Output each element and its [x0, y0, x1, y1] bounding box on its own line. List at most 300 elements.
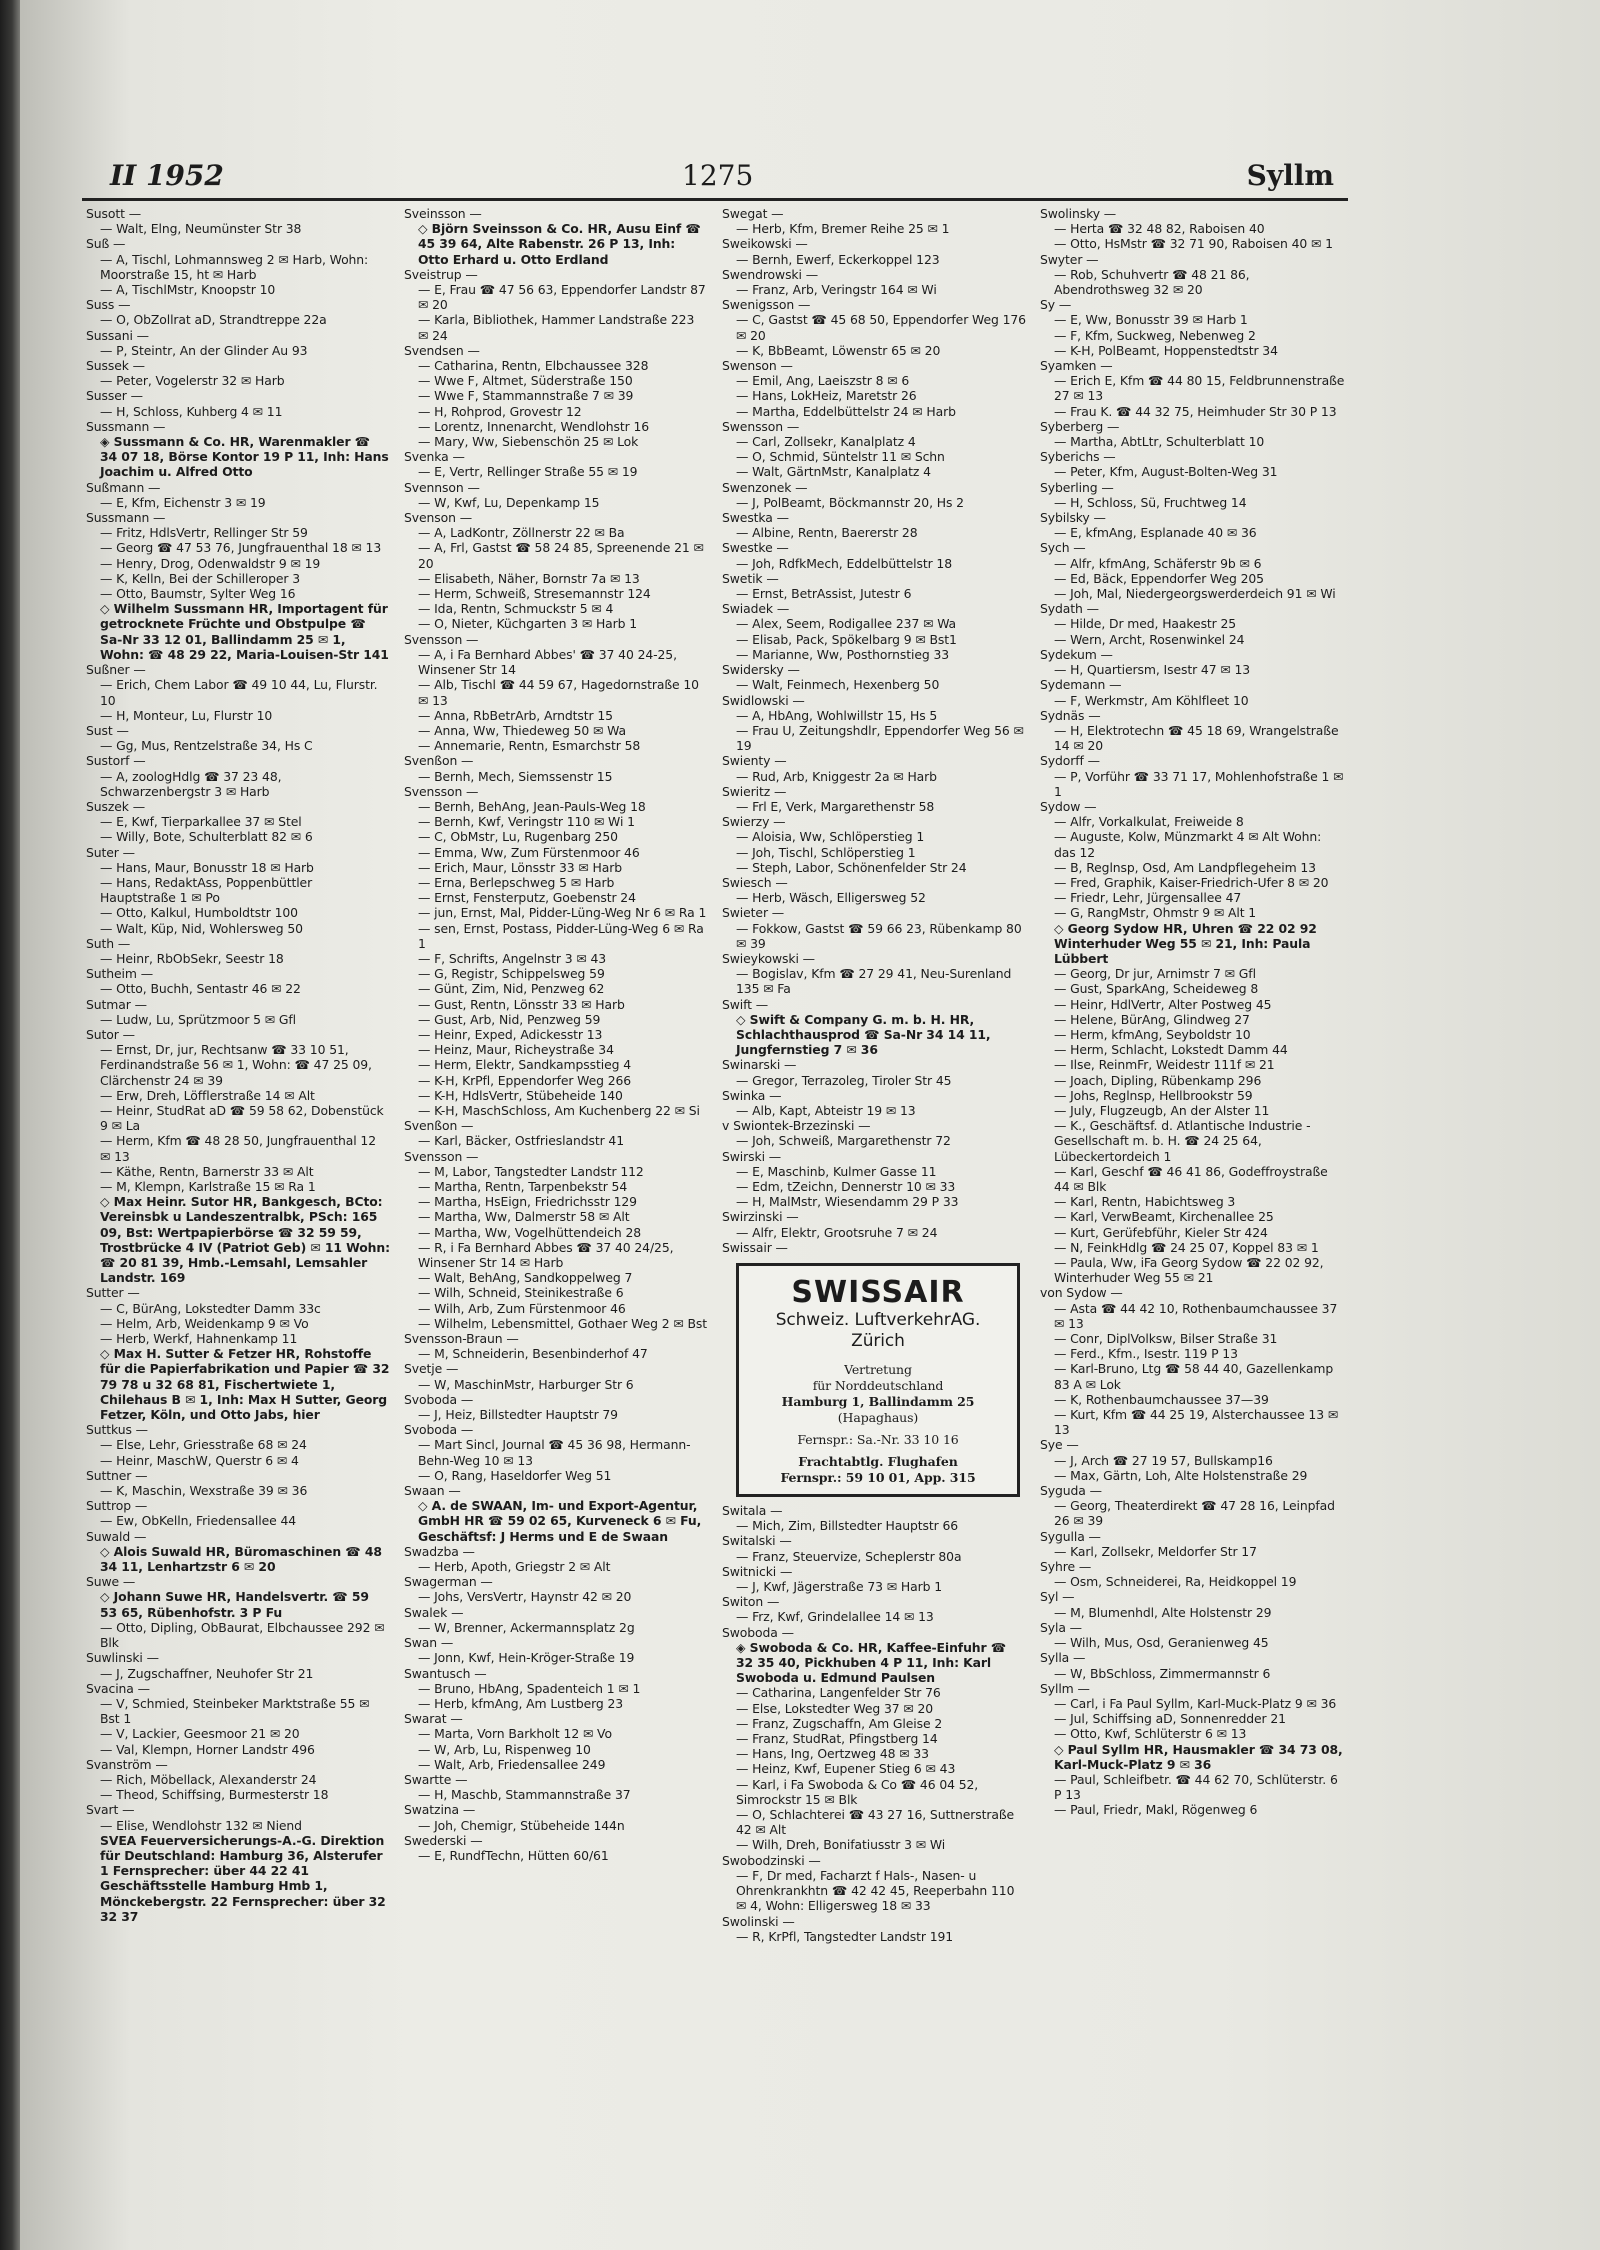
directory-entry: — F, Dr med, Facharzt f Hals-, Nasen- u Ohrenkrankhtn ☎ 42 42 45, Reeperbahn 110 ✉ 4, Wohn: Elligersweg 18 ✉ 33: [736, 1867, 1019, 1914]
directory-entry: Sydnäs —: [1040, 707, 1101, 723]
directory-entry: — Herb, kfmAng, Am Lustberg 23: [418, 1695, 624, 1711]
directory-entry: Sveistrup —: [404, 266, 478, 282]
directory-entry: — Heinr, Exped, Adickesstr 13: [418, 1026, 603, 1042]
directory-entry: — Walt, Küp, Nid, Wohlersweg 50: [100, 920, 303, 936]
directory-entry: Suter —: [86, 844, 135, 860]
directory-entry: — Alb, Tischl ☎ 44 59 67, Hagedornstraße 10 ✉ 13: [418, 677, 703, 708]
directory-entry: — Heinr, MaschW, Querstr 6 ✉ 4: [100, 1452, 299, 1468]
directory-entry: — Karl-Bruno, Ltg ☎ 58 44 40, Gazellenkamp 83 A ✉ Lok: [1054, 1361, 1337, 1392]
directory-entry: Swartte —: [404, 1771, 468, 1787]
directory-entry: — Heinz, Maur, Richeystraße 34: [418, 1042, 614, 1058]
directory-entry: Swensson —: [722, 418, 800, 434]
directory-entry: Suth —: [86, 935, 131, 951]
directory-entry: — Otto, Buchh, Sentastr 46 ✉ 22: [100, 981, 301, 997]
directory-entry: — Ed, Bäck, Eppendorfer Weg 205: [1054, 570, 1264, 586]
directory-entry: Swatzina —: [404, 1802, 476, 1818]
directory-entry: — Gust, Arb, Nid, Penzweg 59: [418, 1011, 601, 1027]
directory-entry: Syberichs —: [1040, 449, 1116, 465]
directory-entry: v Swiontek-Brzezinski —: [722, 1118, 871, 1134]
directory-entry: Suszek —: [86, 798, 146, 814]
directory-entry: Syberling —: [1040, 479, 1114, 495]
directory-entry: — H, Schloss, Kuhberg 4 ✉ 11: [100, 403, 283, 419]
directory-entry: — Else, Lehr, Griesstraße 68 ✉ 24: [100, 1437, 307, 1453]
column-3-bottom-entries: [722, 1503, 1026, 1944]
ad-line: für Norddeutschland: [812, 1378, 944, 1394]
directory-entry: Sydath —: [1040, 601, 1099, 617]
directory-entry: — E, Kfm, Eichenstr 3 ✉ 19: [100, 494, 266, 510]
directory-entry: — W, Kwf, Lu, Depenkamp 15: [418, 494, 600, 510]
directory-entry: ◇ A. de SWAAN, Im- und Export-Agentur, GmbH HR ☎ 59 02 65, Kurveneck 6 ✉ Fu, Geschäftsf: J Herms und E de Swaan: [418, 1498, 706, 1544]
directory-entry: — H, Quartiersm, Isestr 47 ✉ 13: [1054, 662, 1251, 678]
directory-entry: — Walt, Feinmech, Hexenberg 50: [736, 677, 940, 693]
directory-column-3: [722, 206, 1030, 1944]
directory-entry: — Günt, Zim, Nid, Penzweg 62: [418, 981, 605, 997]
directory-entry: — Johs, VersVertr, Haynstr 42 ✉ 20: [418, 1589, 632, 1605]
directory-entry: — Herm, Elektr, Sandkampsstieg 4: [418, 1057, 631, 1073]
ad-subtitle: Schweiz. LuftverkehrAG.: [775, 1310, 981, 1331]
directory-entry: Svensson —: [404, 1148, 479, 1164]
ad-phone: Fernspr.: Sa.-Nr. 33 10 16: [797, 1432, 959, 1448]
directory-entry: Svenka —: [404, 449, 465, 465]
directory-entry: — Fokkow, Gastst ☎ 59 66 23, Rübenkamp 80 ✉ 39: [736, 920, 1026, 951]
directory-entry: — Karl, i Fa Swoboda & Co ☎ 46 04 52, Simrockstr 15 ✉ Blk: [736, 1776, 982, 1807]
directory-entry: — jun, Ernst, Mal, Pidder-Lüng-Weg Nr 6 ✉ Ra 1: [418, 905, 707, 921]
directory-entry: — P, Vorführ ☎ 33 71 17, Mohlenhofstraße 1 ✉ 1: [1054, 768, 1348, 799]
directory-entry: — Marta, Vorn Barkholt 12 ✉ Vo: [418, 1726, 612, 1742]
directory-entry: Svart —: [86, 1802, 135, 1818]
directory-entry: — Erich, Chem Labor ☎ 49 10 44, Lu, Flurstr. 10: [100, 677, 382, 708]
page-number: 1275: [682, 159, 754, 192]
directory-entry: — O, Schmid, Süntelstr 11 ✉ Schn: [736, 449, 945, 465]
directory-entry: Svenßon —: [404, 1118, 474, 1134]
directory-entry: — Alex, Seem, Rodigallee 237 ✉ Wa: [736, 616, 957, 632]
directory-entry: — N, FeinkHdlg ☎ 24 25 07, Koppel 83 ✉ 1: [1054, 1239, 1319, 1255]
directory-entry: — Herm, Schlacht, Lokstedt Damm 44: [1054, 1042, 1288, 1058]
directory-entry: — K-H, PolBeamt, Hoppenstedtstr 34: [1054, 342, 1278, 358]
directory-entry: Sussmann —: [86, 510, 166, 526]
directory-entry: — Erna, Berlepschweg 5 ✉ Harb: [418, 874, 615, 890]
directory-entry: — E, Kwf, Tierparkallee 37 ✉ Stel: [100, 814, 302, 830]
directory-entry: Swolinsky —: [1040, 206, 1117, 221]
directory-entry: — Conr, DiplVolksw, Bilser Straße 31: [1054, 1331, 1278, 1347]
directory-entry: — M, Klempn, Karlstraße 15 ✉ Ra 1: [100, 1179, 316, 1194]
directory-entry: — Frau K. ☎ 44 32 75, Heimhuder Str 30 P 13: [1054, 403, 1337, 419]
directory-entry: Swetik —: [722, 570, 779, 586]
directory-entry: Sustorf —: [86, 753, 146, 769]
directory-entry: — Walt, BehAng, Sandkoppelweg 7: [418, 1270, 633, 1286]
directory-entry: Swieter —: [722, 905, 785, 921]
directory-entry: ◈ Swoboda & Co. HR, Kaffee-Einfuhr ☎ 32 35 40, Pickhuben 4 P 11, Inh: Karl Swoboda u. Edmund Paulsen: [736, 1639, 1011, 1686]
directory-entry: — Osm, Schneiderei, Ra, Heidkoppel 19: [1054, 1574, 1297, 1590]
directory-entry: ◇ Johann Suwe HR, Handelsvertr. ☎ 59 53 65, Rübenhofstr. 3 P Fu: [100, 1589, 374, 1620]
directory-entry: Syla —: [1040, 1619, 1082, 1635]
directory-entry: — E, Maschinb, Kulmer Gasse 11: [736, 1163, 937, 1179]
directory-entry: Svoboda —: [404, 1391, 474, 1407]
directory-entry: Swieykowski —: [722, 950, 815, 966]
directory-entry: Svendsen —: [404, 342, 480, 358]
directory-entry: — Otto, HsMstr ☎ 32 71 90, Raboisen 40 ✉ 1: [1054, 236, 1333, 252]
directory-entry: Sydekum —: [1040, 646, 1113, 662]
directory-entry: — Gg, Mus, Rentzelstraße 34, Hs C: [100, 738, 313, 754]
directory-entry: — Ernst, BetrAssist, Jutestr 6: [736, 586, 912, 602]
directory-entry: ◇ Max Heinr. Sutor HR, Bankgesch, BCto: Vereinsbk u Landeszentralbk, PSch: 165 09, Bst: Wertpapierbörse ☎ 32 59 59, Trostbrücke 4 IV (Patriot Geb) ✉ 11 Wohn: ☎ 20 81 39, Hmb.-Lemsahl, Lemsahler Landstr. 169: [100, 1194, 395, 1286]
directory-entry: — Albine, Rentn, Baererstr 28: [736, 525, 918, 541]
directory-entry: — Gregor, Terrazoleg, Tiroler Str 45: [736, 1072, 952, 1088]
directory-entry: — Martha, HsEign, Friedrichsstr 129: [418, 1194, 637, 1210]
directory-entry: — Asta ☎ 44 42 10, Rothenbaumchaussee 37 ✉ 13: [1054, 1300, 1342, 1331]
directory-entry: — Herb, Wäsch, Elligersweg 52: [736, 890, 926, 906]
directory-entry: Swidlowski —: [722, 692, 805, 708]
directory-entry: Switnicki —: [722, 1563, 793, 1579]
directory-entry: — K, Kelln, Bei der Schilleroper 3: [100, 570, 300, 586]
directory-entry: — Carl, i Fa Paul Syllm, Karl-Muck-Platz 9 ✉ 36: [1054, 1695, 1337, 1711]
directory-entry: — A, Tischl, Lohmannsweg 2 ✉ Harb, Wohn: Moorstraße 15, ht ✉ Harb: [100, 251, 372, 282]
directory-entry: — Elise, Wendlohstr 132 ✉ Niend: [100, 1817, 302, 1833]
directory-entry: — Herm, Kfm ☎ 48 28 50, Jungfrauenthal 12 ✉ 13: [100, 1133, 380, 1164]
directory-entry: — Else, Lokstedter Weg 37 ✉ 20: [736, 1700, 934, 1716]
directory-entry: Swissair —: [722, 1239, 788, 1255]
ad-freight-phone: Fernspr.: 59 10 01, App. 315: [780, 1470, 976, 1486]
directory-entry: — Bernh, BehAng, Jean-Pauls-Weg 18: [418, 798, 646, 814]
directory-entry: — K-H, HdlsVertr, Stübeheide 140: [418, 1087, 623, 1103]
directory-entry: — Joh, Mal, Niedergeorgswerderdeich 91 ✉ Wi: [1054, 586, 1336, 602]
directory-entry: — Johs, Reglnsp, Hellbrookstr 59: [1054, 1087, 1253, 1103]
directory-entry: Sydow —: [1040, 798, 1097, 814]
directory-entry: — Lorentz, Innenarcht, Wendlohstr 16: [418, 418, 650, 434]
directory-entry: — K-H, MaschSchloss, Am Kuchenberg 22 ✉ Si: [418, 1102, 700, 1118]
directory-entry: — K-H, KrPfl, Eppendorfer Weg 266: [418, 1072, 632, 1088]
directory-entry: — Hans, Ing, Oertzweg 48 ✉ 33: [736, 1746, 929, 1762]
directory-entry: — Wwe F, Stammannstraße 7 ✉ 39: [418, 388, 634, 404]
directory-entry: — A, HbAng, Wohlwillstr 15, Hs 5: [736, 707, 938, 723]
directory-entry: — J, Zugschaffner, Neuhofer Str 21: [100, 1665, 314, 1681]
directory-entry: — E, RundfTechn, Hütten 60/61: [418, 1847, 609, 1863]
directory-page: [20, 0, 1600, 2250]
directory-entry: ◇ Wilhelm Sussmann HR, Importagent für getrocknete Früchte und Obstpulpe ☎ Sa-Nr 33 12 01, Ballindamm 25 ✉ 1, Wohn: ☎ 48 29 22, Maria-Louisen-Str 141: [100, 601, 392, 662]
directory-entry: Sweikowski —: [722, 236, 808, 252]
directory-entry: — Georg, Theaterdirekt ☎ 47 28 16, Leinpfad 26 ✉ 39: [1054, 1498, 1339, 1529]
directory-entry: — C, BürAng, Lokstedter Damm 33c: [100, 1300, 321, 1316]
directory-entry: Swienty —: [722, 753, 787, 769]
directory-entry: Svensson —: [404, 631, 479, 647]
directory-entry: Syamken —: [1040, 358, 1113, 374]
directory-entry: Sveinsson —: [404, 206, 482, 221]
directory-entry: — Franz, Arb, Veringstr 164 ✉ Wi: [736, 282, 937, 298]
directory-entry: Swagerman —: [404, 1574, 493, 1590]
directory-entry: Switon —: [722, 1594, 780, 1610]
directory-entry: Swirski —: [722, 1148, 782, 1164]
directory-entry: — Wilhelm, Lebensmittel, Gothaer Weg 2 ✉ Bst: [418, 1315, 707, 1331]
directory-entry: Sy —: [1040, 297, 1072, 313]
directory-entry: — Wilh, Schneid, Steinikestraße 6: [418, 1285, 624, 1301]
directory-entry: — W, Arb, Lu, Rispenweg 10: [418, 1741, 591, 1757]
directory-entry: Suwe —: [86, 1574, 136, 1590]
directory-entry: — Willy, Bote, Schulterblatt 82 ✉ 6: [100, 829, 313, 845]
directory-entry: Swegat —: [722, 206, 784, 221]
directory-entry: — Carl, Zollsekr, Kanalplatz 4: [736, 434, 916, 450]
directory-entry: — Fritz, HdlsVertr, Rellinger Str 59: [100, 525, 308, 541]
directory-entry: Svensson-Braun —: [404, 1331, 519, 1347]
directory-entry: — Val, Klempn, Horner Landstr 496: [100, 1741, 315, 1757]
directory-entry: — Anna, Ww, Thiedeweg 50 ✉ Wa: [418, 722, 626, 738]
directory-entry: — Otto, Kwf, Schlüterstr 6 ✉ 13: [1054, 1726, 1247, 1742]
directory-entry: — A, TischlMstr, Knoopstr 10: [100, 282, 276, 298]
directory-entry: — Henry, Drog, Odenwaldstr 9 ✉ 19: [100, 555, 321, 571]
directory-entry: Svetje —: [404, 1361, 459, 1377]
directory-entry: — Franz, StudRat, Pfingstberg 14: [736, 1731, 938, 1747]
directory-entry: — M, Schneiderin, Besenbinderhof 47: [418, 1346, 648, 1362]
directory-entry: — Herta ☎ 32 48 82, Raboisen 40: [1054, 221, 1265, 237]
directory-entry: — A, Frl, Gastst ☎ 58 24 85, Spreenende 21 ✉ 20: [418, 540, 708, 571]
directory-entry: — Jul, Schiffsing aD, Sonnenredder 21: [1054, 1711, 1286, 1727]
directory-entry: Suwlinski —: [86, 1650, 159, 1666]
directory-entry: Sydorff —: [1040, 753, 1100, 769]
directory-entry: — Alfr, kfmAng, Schäferstr 9b ✉ 6: [1054, 555, 1262, 571]
directory-entry: Svensson —: [404, 783, 479, 799]
directory-entry: — Alfr, Elektr, Grootsruhe 7 ✉ 24: [736, 1224, 938, 1240]
directory-entry: — F, Kfm, Suckweg, Nebenweg 2: [1054, 327, 1256, 343]
directory-entry: Svenson —: [404, 510, 472, 526]
directory-entry: — K, Maschin, Wexstraße 39 ✉ 36: [100, 1483, 308, 1499]
directory-entry: Susser —: [86, 388, 143, 404]
directory-entry: — Rob, Schuhvertr ☎ 48 21 86, Abendrothsweg 32 ✉ 20: [1054, 266, 1254, 298]
directory-entry: — Rich, Möbellack, Alexanderstr 24: [100, 1771, 317, 1787]
directory-entry: — H, Monteur, Lu, Flurstr 10: [100, 707, 273, 723]
directory-entry: — H, Schloss, Sü, Fruchtweg 14: [1054, 494, 1247, 510]
directory-entry: Svanström —: [86, 1756, 168, 1772]
directory-entry: — R, KrPfl, Tangstedter Landstr 191: [736, 1928, 954, 1944]
directory-entry: — O, Rang, Haseldorfer Weg 51: [418, 1467, 612, 1483]
directory-entry: — Joh, RdfkMech, Eddelbüttelstr 18: [736, 555, 953, 571]
directory-entry: Swederski —: [404, 1832, 483, 1848]
directory-entry: — Joh, Tischl, Schlöperstieg 1: [736, 844, 916, 860]
directory-entry: — A, i Fa Bernhard Abbes' ☎ 37 40 24-25, Winsener Str 14: [418, 646, 681, 678]
directory-entry: — Joh, Schweiß, Margarethenstr 72: [736, 1133, 951, 1149]
directory-entry: — Paula, Ww, iFa Georg Sydow ☎ 22 02 92, Winterhuder Weg 55 ✉ 21: [1054, 1255, 1328, 1286]
directory-entry: Sye —: [1040, 1437, 1079, 1453]
directory-entry: — July, Flugzeugb, An der Alster 11: [1054, 1102, 1270, 1118]
page-header: [82, 150, 1348, 201]
directory-entry: — Emil, Ang, Laeiszstr 8 ✉ 6: [736, 373, 910, 389]
header-running-name: Syllm: [1246, 159, 1334, 192]
directory-entry: — H, Elektrotechn ☎ 45 18 69, Wrangelstraße 14 ✉ 20: [1054, 722, 1343, 754]
directory-entry: ◇ Alois Suwald HR, Büromaschinen ☎ 48 34 11, Lenhartzstr 6 ✉ 20: [100, 1543, 387, 1575]
directory-entry: — F, Werkmstr, Am Köhlfleet 10: [1054, 692, 1249, 708]
directory-entry: — G, Registr, Schippelsweg 59: [418, 966, 605, 982]
directory-entry: Swoboda —: [722, 1624, 794, 1640]
directory-entry: ◇ Georg Sydow HR, Uhren ☎ 22 02 92 Winterhuder Weg 55 ✉ 21, Inh: Paula Lübbert: [1054, 920, 1321, 966]
directory-entry: — Herm, Schweiß, Stresemannstr 124: [418, 586, 651, 602]
directory-entry: Sylla —: [1040, 1650, 1086, 1666]
directory-entry: — Heinr, StudRat aD ☎ 59 58 62, Dobenstück 9 ✉ La: [100, 1102, 388, 1134]
directory-entry: Sutor —: [86, 1026, 135, 1042]
directory-entry: — E, Ww, Bonusstr 39 ✉ Harb 1: [1054, 312, 1248, 328]
directory-entry: — Catharina, Rentn, Elbchaussee 328: [418, 358, 649, 374]
directory-entry: — Ludw, Lu, Sprützmoor 5 ✉ Gfl: [100, 1011, 297, 1027]
book-binding-edge: [0, 0, 20, 2250]
directory-entry: — Martha, Rentn, Tarpenbekstr 54: [418, 1179, 628, 1194]
directory-entry: — Martha, Ww, Dalmerstr 58 ✉ Alt: [418, 1209, 630, 1225]
directory-entry: — R, i Fa Bernhard Abbes ☎ 37 40 24/25, Winsener Str 14 ✉ Harb: [418, 1239, 678, 1271]
directory-entry: ◇ Max H. Sutter & Fetzer HR, Rohstoffe für die Papierfabrikation und Papier ☎ 32 79 78 u 32 68 81, Fischertwiete 1, Chilehaus B ✉ 1, Inh: Max H Sutter, Georg Fetzer, Köln, und Otto Jabs, hier: [100, 1346, 394, 1423]
directory-entry: Switala —: [722, 1503, 783, 1519]
directory-column-4: [1040, 206, 1349, 1818]
directory-entry: — Paul, Friedr, Makl, Rögenweg 6: [1054, 1802, 1258, 1818]
directory-entry: — K, Rothenbaumchaussee 37—39: [1054, 1391, 1269, 1407]
directory-entry: ◇ Paul Syllm HR, Hausmakler ☎ 34 73 08, Karl-Muck-Platz 9 ✉ 36: [1054, 1741, 1347, 1772]
directory-entry: — Aloisia, Ww, Schlöperstieg 1: [736, 829, 925, 845]
directory-entry: — Ernst, Dr, jur, Rechtsanw ☎ 33 10 51, Ferdinandstraße 56 ✉ 1, Wohn: ☎ 47 25 09, Clärchenstr 24 ✉ 39: [100, 1042, 376, 1088]
directory-entry: Swendrowski —: [722, 266, 818, 282]
directory-entry: — Wern, Archt, Rosenwinkel 24: [1054, 631, 1245, 647]
directory-entry: — Peter, Kfm, August-Bolten-Weg 31: [1054, 464, 1278, 480]
directory-entry: — O, Schlachterei ☎ 43 27 16, Suttnerstraße 42 ✉ Alt: [736, 1807, 1018, 1838]
directory-entry: Syberberg —: [1040, 418, 1120, 434]
directory-entry: — V, Lackier, Geesmoor 21 ✉ 20: [100, 1726, 300, 1742]
directory-entry: — Anna, RbBetrArb, Arndtstr 15: [418, 707, 613, 723]
directory-entry: — W, BbSchloss, Zimmermannstr 6: [1054, 1665, 1271, 1681]
ad-line: (Hapaghaus): [837, 1410, 919, 1426]
directory-entry: — Frz, Kwf, Grindelallee 14 ✉ 13: [736, 1609, 934, 1625]
directory-entry: — Bernh, Ewerf, Eckerkoppel 123: [736, 251, 940, 267]
directory-entry: — Joh, Chemigr, Stübeheide 144n: [418, 1817, 625, 1833]
directory-entry: — Herm, kfmAng, Seyboldstr 10: [1054, 1026, 1251, 1042]
directory-entry: — Helm, Arb, Weidenkamp 9 ✉ Vo: [100, 1315, 309, 1331]
directory-entry: Swarat —: [404, 1711, 463, 1727]
directory-entry: — Friedr, Lehr, Jürgensallee 47: [1054, 890, 1242, 906]
directory-entry: — Otto, Baumstr, Sylter Weg 16: [100, 586, 296, 602]
directory-entry: — Bernh, Mech, Siemssenstr 15: [418, 768, 613, 784]
directory-entry: Suß —: [86, 236, 126, 252]
directory-entry: — Alb, Kapt, Abteistr 19 ✉ 13: [736, 1102, 916, 1118]
directory-entry: — Alfr, Vorkalkulat, Freiweide 8: [1054, 814, 1244, 830]
directory-entry: — Peter, Vogelerstr 32 ✉ Harb: [100, 373, 285, 389]
directory-entry: — H, MalMstr, Wiesendamm 29 P 33: [736, 1194, 959, 1210]
directory-entry: Svennson —: [404, 479, 480, 495]
directory-entry: Suttkus —: [86, 1422, 148, 1438]
directory-entry: von Sydow —: [1040, 1285, 1123, 1301]
directory-entry: — Jonn, Kwf, Hein-Kröger-Straße 19: [418, 1650, 635, 1666]
directory-entry: — Karl, Bäcker, Ostfrieslandstr 41: [418, 1133, 624, 1149]
directory-entry: — Erw, Dreh, Löfflerstraße 14 ✉ Alt: [100, 1087, 315, 1103]
directory-entry: — Wilh, Mus, Osd, Geranienweg 45: [1054, 1635, 1269, 1651]
directory-entry: Syhre —: [1040, 1559, 1092, 1575]
directory-entry: Sybilsky —: [1040, 510, 1106, 526]
directory-entry: — J, PolBeamt, Böckmannstr 20, Hs 2: [736, 494, 964, 510]
directory-entry: Swolinski —: [722, 1913, 795, 1929]
directory-entry: — B, Reglnsp, Osd, Am Landpflegeheim 13: [1054, 859, 1316, 875]
directory-entry: — Heinz, Kwf, Eupener Stieg 6 ✉ 43: [736, 1761, 956, 1777]
ad-city: Zürich: [851, 1331, 905, 1352]
directory-entry: — M, Blumenhdl, Alte Holstenstr 29: [1054, 1604, 1272, 1620]
directory-entry: Swiadek —: [722, 601, 790, 617]
directory-entry: Sydemann —: [1040, 677, 1122, 693]
directory-entry: — Ilse, ReinmFr, Weidestr 111f ✉ 21: [1054, 1057, 1275, 1073]
directory-entry: — Otto, Kalkul, Humboldtstr 100: [100, 905, 298, 921]
directory-entry: Suss —: [86, 297, 131, 313]
directory-entry: — H, Maschb, Stammannstraße 37: [418, 1787, 631, 1803]
directory-entry: — Kurt, Gerüfebführ, Kieler Str 424: [1054, 1224, 1268, 1240]
directory-column-1: [86, 206, 395, 1924]
directory-entry: — E, Frau ☎ 47 56 63, Eppendorfer Landstr 87 ✉ 20: [418, 282, 710, 313]
directory-entry: Sussani —: [86, 327, 149, 343]
directory-entry: — E, Vertr, Rellinger Straße 55 ✉ 19: [418, 464, 638, 480]
ad-title: SWISSAIR: [791, 1275, 965, 1311]
directory-entry: Svenßon —: [404, 753, 474, 769]
directory-entry: ◈ Sussmann & Co. HR, Warenmakler ☎ 34 07 18, Börse Kontor 19 P 11, Inh: Hans Joachim u. Alfred Otto: [100, 434, 393, 480]
directory-entry: Swinarski —: [722, 1057, 797, 1073]
directory-entry: — Kurt, Kfm ☎ 44 25 19, Alsterchaussee 13 ✉ 13: [1054, 1407, 1342, 1438]
directory-entry: — Auguste, Kolw, Münzmarkt 4 ✉ Alt Wohn: das 12: [1054, 829, 1326, 860]
directory-entry: — W, MaschinMstr, Harburger Str 6: [418, 1376, 634, 1392]
directory-entry: — Karl, VerwBeamt, Kirchenallee 25: [1054, 1209, 1274, 1225]
directory-entry: — Mich, Zim, Billstedter Hauptstr 66: [736, 1518, 959, 1534]
directory-entry: Syllm —: [1040, 1680, 1090, 1696]
directory-entry: — Franz, Steuervize, Scheplerstr 80a: [736, 1548, 962, 1564]
directory-entry: — Georg ☎ 47 53 76, Jungfrauenthal 18 ✉ 13: [100, 540, 382, 556]
directory-entry: — Marianne, Ww, Posthornstieg 33: [736, 646, 950, 662]
directory-entry: Sutmar —: [86, 996, 147, 1012]
directory-entry: Sutter —: [86, 1285, 140, 1301]
directory-entry: — Joach, Dipling, Rübenkamp 296: [1054, 1072, 1262, 1088]
directory-entry: Sussek —: [86, 358, 145, 374]
directory-entry: Swyter —: [1040, 251, 1099, 267]
directory-entry: — C, ObMstr, Lu, Rugenbarg 250: [418, 829, 618, 845]
directory-entry: — V, Schmied, Steinbeker Marktstraße 55 ✉ Bst 1: [100, 1695, 374, 1727]
directory-entry: — Karl, Geschf ☎ 46 41 86, Godeffroystraße 44 ✉ Blk: [1054, 1163, 1332, 1194]
directory-entry: Sußmann —: [86, 479, 161, 495]
directory-entry: Swenigsson —: [722, 297, 811, 313]
directory-entry: Swidersky —: [722, 662, 800, 678]
directory-entry: — Georg, Dr jur, Arnimstr 7 ✉ Gfl: [1054, 966, 1256, 982]
directory-entry: — Karl, Zollsekr, Meldorfer Str 17: [1054, 1543, 1257, 1559]
directory-entry: — H, Rohprod, Grovestr 12: [418, 403, 582, 419]
directory-entry: — E, kfmAng, Esplanade 40 ✉ 36: [1054, 525, 1257, 541]
directory-entry: — Hans, LokHeiz, Maretstr 26: [736, 388, 917, 404]
directory-entry: — Walt, Elng, Neumünster Str 38: [100, 221, 302, 237]
directory-entry: — Elisab, Pack, Spökelbarg 9 ✉ Bst1: [736, 631, 957, 647]
directory-entry: — M, Labor, Tangstedter Landstr 112: [418, 1163, 644, 1179]
header-year: II 1952: [110, 159, 224, 192]
directory-entry: — Emma, Ww, Zum Fürstenmoor 46: [418, 844, 640, 860]
directory-entry: — sen, Ernst, Postass, Pidder-Lüng-Weg 6 ✉ Ra 1: [418, 920, 708, 951]
directory-entry: — F, Schrifts, Angelnstr 3 ✉ 43: [418, 950, 607, 966]
directory-entry: Sutheim —: [86, 966, 153, 982]
column-3-top-entries: [722, 206, 1030, 1255]
directory-entry: Switalski —: [722, 1533, 792, 1549]
directory-entry: — W, Brenner, Ackermannsplatz 2g: [418, 1619, 635, 1635]
directory-entry: SVEA Feuerversicherungs-A.-G. Direktion für Deutschland: Hamburg 36, Alsterufer 1 Fernsprecher: über 44 22 41 Geschäftsstelle Hamburg Hmb 1, Mönckebergstr. 22 Fernsprecher: über 32 32 37: [100, 1832, 390, 1924]
directory-entry: Susott —: [86, 206, 142, 221]
directory-entry: — Theod, Schiffsing, Burmesterstr 18: [100, 1787, 329, 1803]
directory-entry: — A, LadKontr, Zöllnerstr 22 ✉ Ba: [418, 525, 625, 541]
directory-entry: — K., Geschäftsf. d. Atlantische Industrie - Gesellschaft m. b. H. ☎ 24 25 64, Lübeckertordeich 1: [1054, 1118, 1315, 1164]
directory-entry: — Franz, Zugschaffn, Am Gleise 2: [736, 1715, 943, 1731]
ad-line: Vertretung: [844, 1362, 912, 1378]
directory-entry: — J, Kwf, Jägerstraße 73 ✉ Harb 1: [736, 1579, 942, 1595]
directory-entry: — Gust, Rentn, Lönsstr 33 ✉ Harb: [418, 996, 625, 1012]
directory-entry: Suttrop —: [86, 1498, 148, 1514]
directory-entry: Swadzba —: [404, 1543, 475, 1559]
directory-entry: Syguda —: [1040, 1483, 1102, 1499]
directory-entry: Svoboda —: [404, 1422, 474, 1438]
directory-entry: — Karl, Rentn, Habichtsweg 3: [1054, 1194, 1236, 1210]
directory-entry: Swinka —: [722, 1087, 782, 1103]
directory-entry: ◇ Björn Sveinsson & Co. HR, Ausu Einf ☎ 45 39 64, Alte Rabenstr. 26 P 13, Inh: Otto Erhard u. Otto Erdland: [418, 221, 705, 267]
directory-entry: — Ferd., Kfm., Isestr. 119 P 13: [1054, 1346, 1238, 1362]
directory-entry: — Walt, Arb, Friedensallee 249: [418, 1756, 606, 1772]
directory-entry: Swenzonek —: [722, 479, 808, 495]
